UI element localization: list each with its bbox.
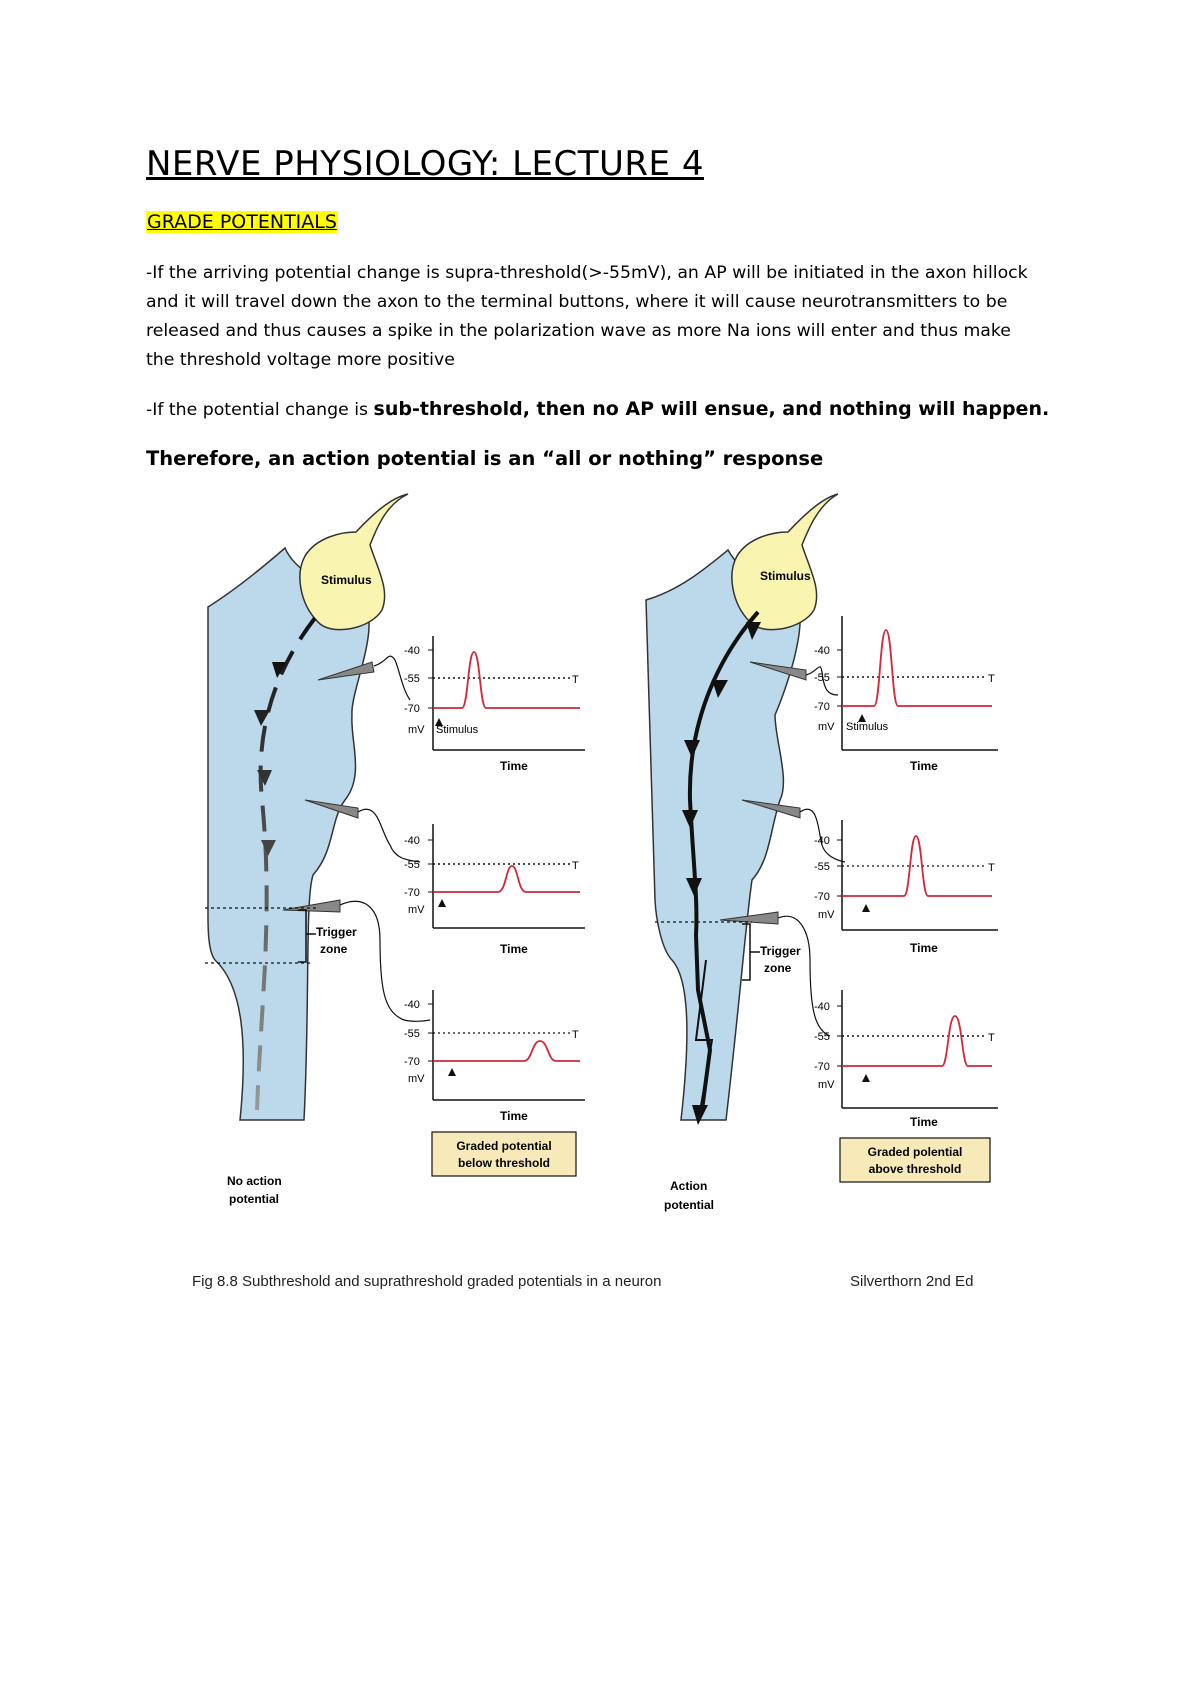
membrane-trace bbox=[433, 866, 580, 892]
unit-label: mV bbox=[818, 721, 835, 733]
threshold-marker: T bbox=[572, 860, 579, 872]
left-cell-body bbox=[208, 548, 369, 1120]
tick-label-minus-70: -70 bbox=[404, 887, 420, 899]
tick-label-minus-40: -40 bbox=[404, 999, 420, 1011]
right-trigger-label: Trigger bbox=[760, 944, 801, 958]
tick-label-minus-40: -40 bbox=[814, 1001, 830, 1013]
left-graph-1 bbox=[404, 636, 585, 773]
unit-label: mV bbox=[818, 909, 835, 921]
right-stimulus bbox=[732, 494, 838, 630]
threshold-marker: T bbox=[572, 1029, 579, 1041]
page-title: NERVE PHYSIOLOGY: LECTURE 4 bbox=[146, 144, 704, 184]
time-label: Time bbox=[910, 759, 938, 773]
unit-label: mV bbox=[818, 1079, 835, 1091]
right-outcome-label: Action bbox=[670, 1179, 708, 1193]
left-trigger-label: Trigger bbox=[316, 925, 357, 939]
left-outcome-label: No action bbox=[227, 1174, 282, 1188]
left-trigger-label: zone bbox=[320, 942, 348, 956]
right-graph-2 bbox=[814, 820, 998, 955]
stimulus-arrow-icon bbox=[438, 899, 446, 907]
membrane-trace bbox=[842, 630, 992, 706]
paragraph-sub-threshold bbox=[146, 395, 1076, 425]
paragraph-line: -If the arriving potential change is supra-threshold(>-55mV), an AP will be initiated in the axon hillock bbox=[146, 263, 1028, 283]
tick-label-minus-40: -40 bbox=[404, 835, 420, 847]
figure-caption: Fig 8.8 Subthreshold and suprathreshold graded potentials in a neuron bbox=[192, 1273, 662, 1290]
left-stimulus bbox=[300, 494, 408, 630]
tick-label-minus-55: -55 bbox=[404, 673, 420, 685]
paragraph-line: the threshold voltage more positive bbox=[146, 350, 455, 370]
right-electrode-wire bbox=[778, 916, 830, 1036]
right-threshold-box-line: above threshold bbox=[868, 1162, 962, 1176]
right-graph-3 bbox=[814, 990, 998, 1129]
right-trigger-label: zone bbox=[764, 961, 792, 975]
unit-label: mV bbox=[408, 724, 425, 736]
tick-label-minus-40: -40 bbox=[814, 835, 830, 847]
left-graph-2 bbox=[404, 824, 585, 956]
tick-label-minus-55: -55 bbox=[814, 861, 830, 873]
time-label: Time bbox=[500, 942, 528, 956]
unit-label: mV bbox=[408, 1073, 425, 1085]
unit-label: mV bbox=[408, 904, 425, 916]
paragraph-bold: sub-threshold, then no AP will ensue, and nothing will happen. bbox=[373, 398, 1050, 420]
time-label: Time bbox=[910, 941, 938, 955]
threshold-marker: T bbox=[988, 1032, 995, 1044]
stimulus-axis-label: Stimulus bbox=[436, 724, 479, 736]
tick-label-minus-55: -55 bbox=[814, 1031, 830, 1043]
left-threshold-box-line: below threshold bbox=[457, 1156, 551, 1170]
left-threshold-box bbox=[432, 1132, 576, 1176]
tick-label-minus-70: -70 bbox=[404, 1056, 420, 1068]
left-graph-3 bbox=[404, 990, 585, 1123]
stimulus-arrow-icon bbox=[448, 1068, 456, 1076]
tick-label-minus-55: -55 bbox=[404, 859, 420, 871]
tick-label-minus-70: -70 bbox=[404, 703, 420, 715]
graded-potentials-figure bbox=[0, 480, 1200, 1310]
left-outcome-label: potential bbox=[229, 1192, 279, 1206]
threshold-marker: T bbox=[988, 862, 995, 874]
membrane-trace bbox=[433, 652, 580, 708]
right-stimulus-label: Stimulus bbox=[760, 569, 811, 583]
threshold-marker: T bbox=[572, 674, 579, 686]
right-graph-1 bbox=[814, 616, 998, 773]
tick-label-minus-40: -40 bbox=[404, 645, 420, 657]
time-label: Time bbox=[500, 1109, 528, 1123]
membrane-trace bbox=[433, 1041, 580, 1061]
time-label: Time bbox=[910, 1115, 938, 1129]
right-threshold-box-line: Graded polential bbox=[867, 1145, 963, 1159]
tick-label-minus-55: -55 bbox=[814, 672, 830, 684]
paragraph-prefix: -If the potential change is bbox=[146, 400, 374, 420]
stimulus-arrow-icon bbox=[862, 1074, 870, 1082]
time-label: Time bbox=[500, 759, 528, 773]
tick-label-minus-70: -70 bbox=[814, 891, 830, 903]
section-heading: GRADE POTENTIALS bbox=[147, 211, 337, 233]
paragraph-all-or-nothing: Therefore, an action potential is an “all or nothing” response bbox=[146, 447, 824, 470]
paragraph-line: and it will travel down the axon to the terminal buttons, where it will cause neurotransmitters to be bbox=[146, 292, 1008, 312]
left-threshold-box-line: Graded potential bbox=[456, 1139, 552, 1153]
right-outcome-label: potential bbox=[664, 1198, 714, 1212]
stimulus-axis-label: Stimulus bbox=[846, 721, 889, 733]
tick-label-minus-70: -70 bbox=[814, 1061, 830, 1073]
figure-source: Silverthorn 2nd Ed bbox=[850, 1273, 974, 1290]
right-cell-body bbox=[646, 550, 800, 1120]
right-threshold-box bbox=[840, 1138, 990, 1182]
right-neuron bbox=[646, 494, 845, 1212]
left-stimulus-label: Stimulus bbox=[321, 573, 372, 587]
stimulus-arrow-icon bbox=[862, 904, 870, 912]
tick-label-minus-55: -55 bbox=[404, 1028, 420, 1040]
membrane-trace bbox=[842, 1016, 992, 1066]
paragraph-line: released and thus causes a spike in the polarization wave as more Na ions will enter and thus make bbox=[146, 321, 1011, 341]
tick-label-minus-70: -70 bbox=[814, 701, 830, 713]
paragraph-supra-threshold bbox=[146, 259, 1076, 375]
tick-label-minus-40: -40 bbox=[814, 645, 830, 657]
threshold-marker: T bbox=[988, 673, 995, 685]
left-neuron bbox=[205, 494, 430, 1206]
